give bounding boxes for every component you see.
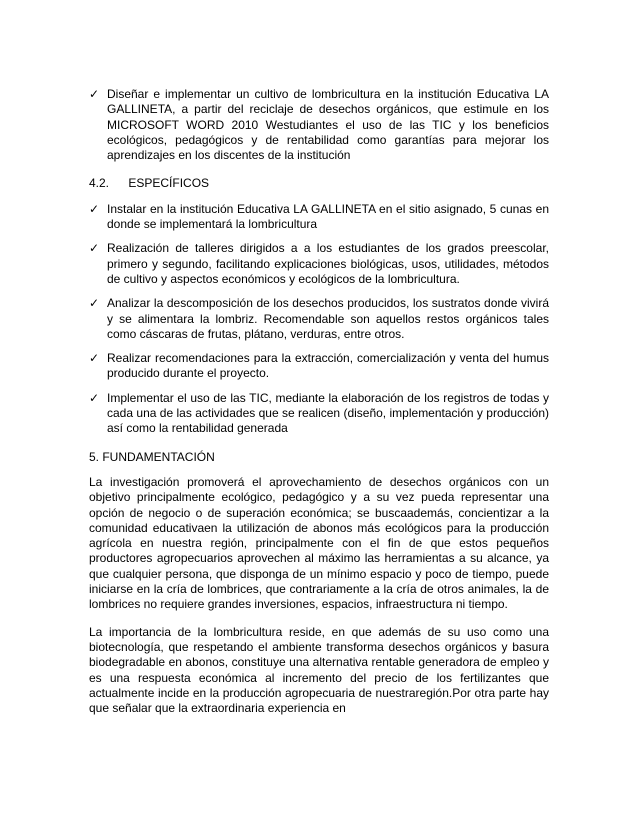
specific-objective-text: Implementar el uso de las TIC, mediante la elaboración de los registros de todas y cada una de las actividades que se realicen (diseño, implementación y producción) así como la rentabilidad generada bbox=[107, 390, 549, 436]
section-heading-5 bbox=[89, 450, 549, 465]
specific-objective-item bbox=[89, 202, 549, 233]
checkmark-icon: ✓ bbox=[89, 201, 100, 216]
body-paragraph: La importancia de la lombricultura reside, en que además de su uso como una biotecnología, que respetando el ambiente transforma desechos orgánicos y basura biodegradable en abonos, constituye una alternativa rentable generadora de empleo y es una respuesta económica al incremento del precio de los fertilizantes que actualmente incide en la producción agropecuaria de nuestraregión.Por otra parte hay que señalar que la extraordinaria experiencia en bbox=[89, 624, 549, 716]
checkmark-icon: ✓ bbox=[89, 351, 100, 366]
general-objective-item bbox=[89, 87, 549, 163]
checkmark-icon: ✓ bbox=[89, 87, 100, 101]
checkmark-icon: ✓ bbox=[89, 390, 100, 405]
specific-objective-text: Instalar en la institución Educativa LA GALLINETA en el sitio asignado, 5 cunas en donde se implementará la lombricultura bbox=[107, 201, 549, 232]
checkmark-icon: ✓ bbox=[89, 241, 100, 256]
section-title: ESPECÍFICOS bbox=[128, 176, 210, 191]
document-content bbox=[89, 87, 549, 726]
body-paragraph: La investigación promoverá el aprovechamiento de desechos orgánicos con un objetivo principalmente ecológico, pedagógico y a su vez pueda representar una opción de negocio o de superación económica; se buscaademás, concientizar a la comunidad educativaen la utilización de abonos más ecológicos para la producción agrícola en nuestra región, principalmente con el fin de que estos pequeños productores agropecuarios aprovechen al máximo las herramientas a su alcance, ya que cualquier persona, que disponga de un mínimo espacio y poco de tiempo, puede iniciarse en la cría de lombrices, que contrariamente a la cría de otros animales, la de lombrices no requiere grandes inversiones, espacios, infraestructura ni tiempo. bbox=[89, 474, 549, 612]
general-objective-text: Diseñar e implementar un cultivo de lombricultura en la institución Educativa LA GALLINETA, a partir del reciclaje de desechos orgánicos, que estimule en los MICROSOFT WORD 2010 Westudiantes el uso de las TIC y los beneficios ecológicos, pedagógicos y de rentabilidad como garantías para mejorar los aprendizajes en los discentes de la institución bbox=[107, 87, 549, 163]
checkmark-icon: ✓ bbox=[89, 296, 100, 311]
specific-objective-text: Realizar recomendaciones para la extracción, comercialización y venta del humus producido durante el proyecto. bbox=[107, 351, 549, 381]
specific-objective-item bbox=[89, 296, 549, 342]
specific-objective-text: Analizar la descomposición de los desechos producidos, los sustratos donde vivirá y se alimentara la lombriz. Recomendable son aquellos restos orgánicos tales como cáscaras de frutas, plátano, verduras, entre otros. bbox=[107, 296, 549, 341]
specific-objective-item bbox=[89, 351, 549, 382]
section-title: 5. FUNDAMENTACIÓN bbox=[89, 449, 215, 464]
specific-objective-item bbox=[89, 391, 549, 437]
specific-objective-item bbox=[89, 241, 549, 287]
section-heading-4-2 bbox=[89, 176, 549, 191]
specific-objective-text: Realización de talleres dirigidos a a los estudiantes de los grados preescolar, primero y segundo, facilitando explicaciones biológicas, usos, utilidades, métodos de cultivo y aspectos económicos y ecológicos de la lombricultura. bbox=[107, 241, 549, 286]
section-number: 4.2. bbox=[89, 176, 110, 191]
